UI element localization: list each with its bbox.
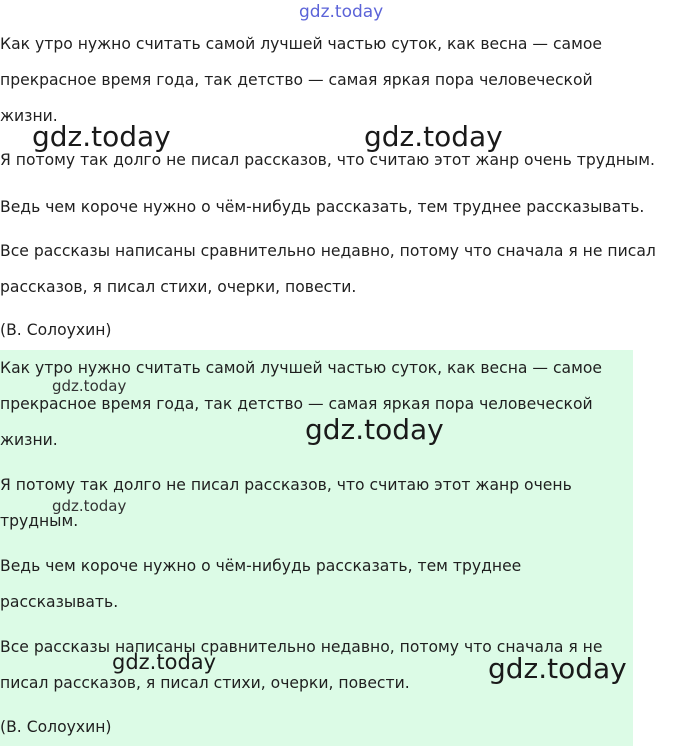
watermark: gdz.today (488, 652, 627, 685)
answer-paragraph-1-line-2: прекрасное время года, так детство — самая яркая пора человеческой (0, 395, 593, 413)
watermark: gdz.today (364, 120, 503, 153)
answer-source: (В. Солоухин) (0, 718, 112, 736)
watermark: gdz.today (52, 377, 127, 395)
answer-paragraph-4-line-1: Все рассказы написаны сравнительно недавно, потому что сначала я не (0, 638, 603, 656)
original-paragraph-1-line-1: Как утро нужно считать самой лучшей частью суток, как весна — самое (0, 35, 603, 53)
watermark: gdz.today (32, 120, 171, 153)
watermark: gdz.today (52, 497, 127, 515)
original-paragraph-4-line-2: рассказов, я писал стихи, очерки, повести. (0, 278, 357, 296)
answer-paragraph-3-line-1: Ведь чем короче нужно о чём-нибудь рассказать, тем труднее (0, 557, 522, 575)
answer-paragraph-1-line-3: жизни. (0, 431, 58, 449)
watermark: gdz.today (112, 650, 217, 674)
original-source: (В. Солоухин) (0, 321, 112, 339)
answer-paragraph-3-line-2: рассказывать. (0, 593, 119, 611)
original-paragraph-1-line-2: прекрасное время года, так детство — самая яркая пора человеческой (0, 71, 593, 89)
original-paragraph-3: Ведь чем короче нужно о чём-нибудь рассказать, тем труднее рассказывать. (0, 198, 645, 216)
answer-paragraph-2-line-1: Я потому так долго не писал рассказов, что считаю этот жанр очень (0, 476, 572, 494)
original-paragraph-2: Я потому так долго не писал рассказов, что считаю этот жанр очень трудным. (0, 151, 655, 169)
answer-paragraph-1-line-1: Как утро нужно считать самой лучшей частью суток, как весна — самое (0, 359, 603, 377)
watermark: gdz.today (305, 413, 444, 446)
original-paragraph-1-line-3: жизни. (0, 107, 58, 125)
answer-paragraph-4-line-2: писал рассказов, я писал стихи, очерки, повести. (0, 674, 410, 692)
site-header-link[interactable]: gdz.today (299, 2, 384, 22)
answer-paragraph-2-line-2: трудным. (0, 512, 79, 530)
original-paragraph-4-line-1: Все рассказы написаны сравнительно недавно, потому что сначала я не писал (0, 242, 656, 260)
